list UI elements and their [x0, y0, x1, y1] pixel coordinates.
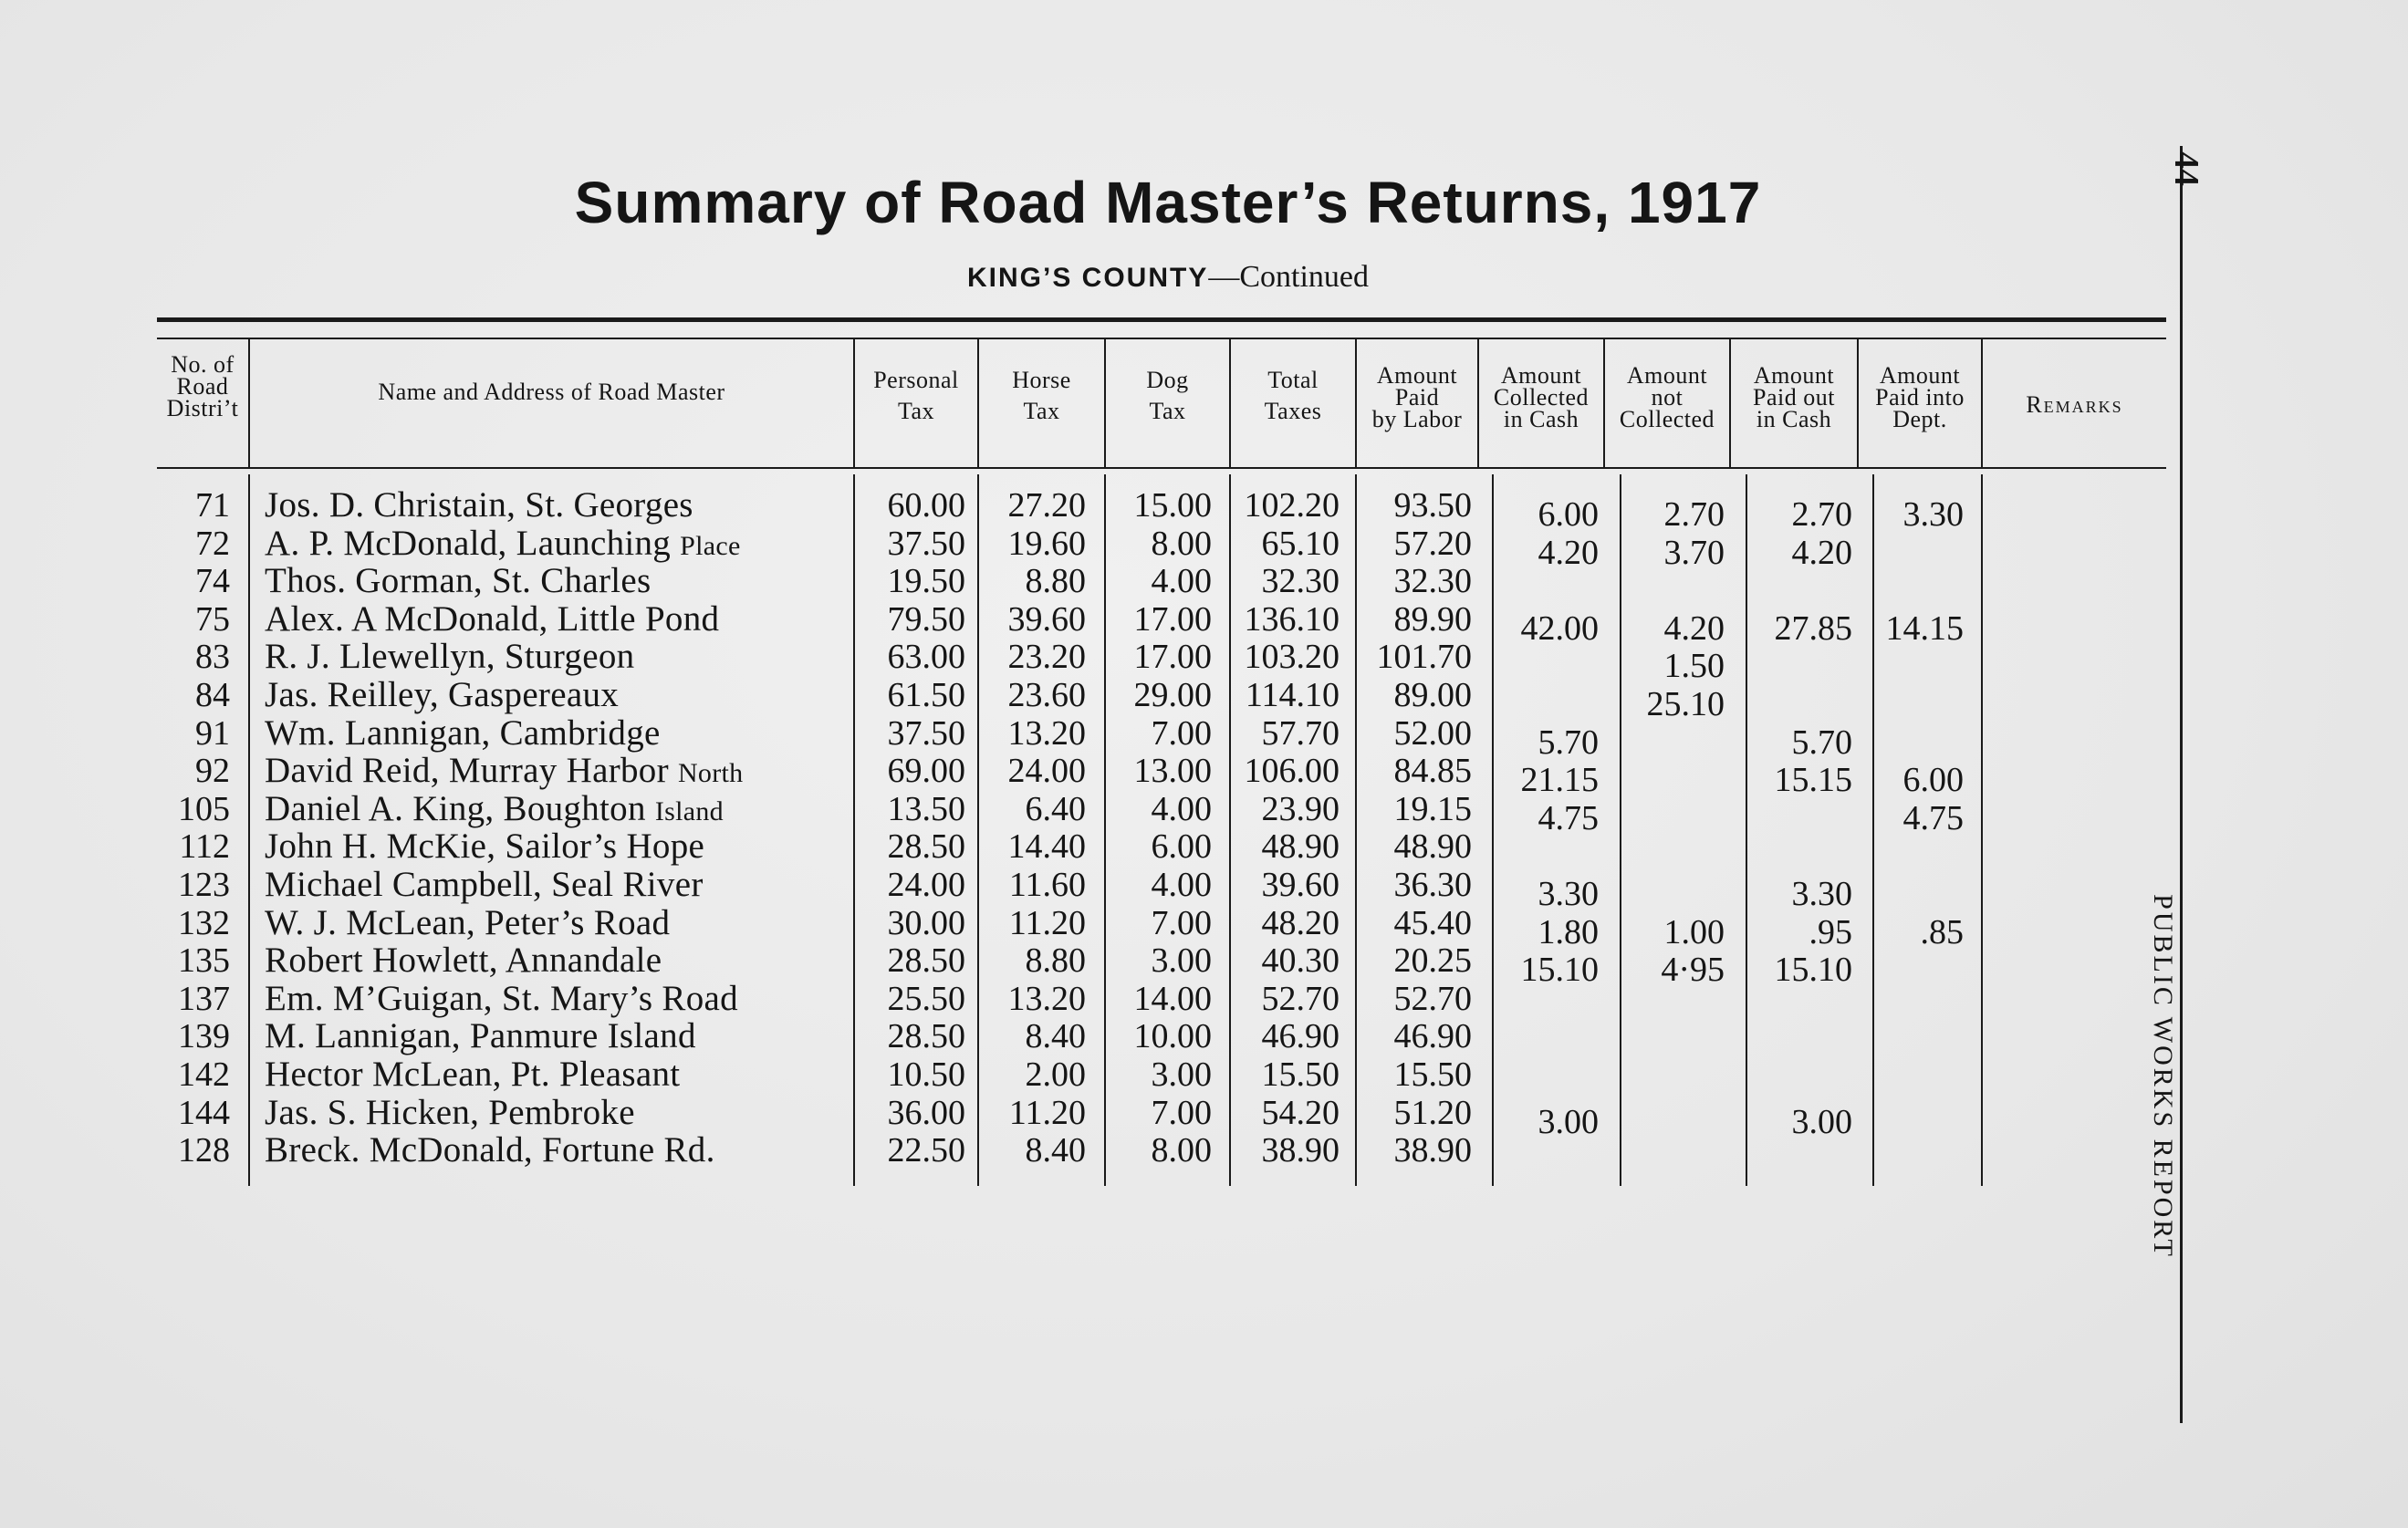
header-line: Distri’t [166, 395, 239, 421]
road-master-name-text: Thos. Gorman, St. Charles [265, 561, 652, 601]
cell-total: 32.30 [1261, 562, 1340, 601]
cell-personal: 37.50 [887, 524, 965, 563]
cell-district: 72 [195, 524, 230, 563]
table-row [0, 941, 2208, 990]
cell-labor: 89.90 [1393, 599, 1472, 639]
road-master-name [265, 600, 849, 639]
road-master-name-text: John H. McKie, Sailor’s Hope [265, 826, 705, 867]
header-personal-tax [855, 369, 977, 422]
cell-cash: 3.00 [1538, 1102, 1599, 1141]
header-line: by Labor [1371, 406, 1463, 432]
cell-horse: 13.20 [1007, 979, 1086, 1018]
continued-label: —Continued [1208, 260, 1370, 294]
road-master-name-text: R. J. Llewellyn, Sturgeon [265, 637, 635, 677]
header-line: Horse [1012, 367, 1071, 393]
header-line: in Cash [1756, 406, 1832, 432]
cell-dog: 7.00 [1151, 1093, 1212, 1132]
road-master-name [265, 904, 849, 942]
cell-district: 112 [179, 827, 230, 867]
page-number: 44 [2167, 151, 2205, 186]
road-master-name [265, 941, 849, 980]
cell-horse: 13.20 [1007, 713, 1086, 753]
road-master-name [265, 525, 849, 566]
cell-labor: 89.00 [1393, 676, 1472, 714]
road-master-name [265, 790, 849, 831]
cell-total: 103.20 [1244, 638, 1340, 677]
cell-personal: 28.50 [887, 941, 965, 981]
road-master-name-text: A. P. McDonald, Launching [265, 523, 672, 563]
cell-total: 39.60 [1261, 866, 1340, 904]
cell-district: 128 [178, 1131, 230, 1170]
page-title: Summary of Road Master’s Returns, 1917 [574, 170, 1762, 235]
header-line: Paid out [1753, 384, 1835, 411]
cell-personal: 60.00 [887, 486, 965, 525]
cell-cash: 5.70 [1538, 722, 1599, 762]
road-master-name [265, 676, 849, 714]
cell-total: 48.20 [1261, 903, 1340, 942]
cell-total: 65.10 [1261, 524, 1340, 563]
header-line: Dept. [1892, 406, 1947, 432]
cell-dept: 14.15 [1885, 608, 1964, 648]
cell-district: 135 [178, 941, 230, 981]
cell-paidout: 3.00 [1791, 1102, 1852, 1141]
cell-labor: 93.50 [1393, 486, 1472, 525]
cell-notcollected: 4·95 [1661, 951, 1725, 990]
cell-personal: 36.00 [887, 1093, 965, 1132]
cell-labor: 20.25 [1393, 941, 1472, 981]
cell-horse: 11.20 [1008, 1093, 1086, 1132]
cell-labor: 48.90 [1393, 827, 1472, 867]
cell-district: 105 [178, 789, 230, 828]
road-master-name-text: Alex. A McDonald, Little Pond [265, 598, 720, 639]
cell-dog: 14.00 [1133, 979, 1212, 1018]
cell-horse: 2.00 [1025, 1055, 1086, 1094]
cell-horse: 8.40 [1025, 1017, 1086, 1056]
road-master-name-text: Robert Howlett, Annandale [265, 941, 662, 981]
road-master-name [265, 1017, 849, 1055]
road-master-name [265, 980, 849, 1018]
table-row [0, 562, 2208, 600]
cell-notcollected: 25.10 [1646, 685, 1725, 723]
road-master-name [265, 714, 849, 753]
header-line: Amount [1376, 362, 1458, 389]
table-row [0, 980, 2208, 1018]
cell-personal: 10.50 [887, 1055, 965, 1094]
road-master-name [265, 1131, 849, 1169]
cell-personal: 24.00 [887, 866, 965, 904]
header-line: Road [176, 373, 229, 400]
page-subtitle [0, 262, 2336, 293]
cell-personal: 28.50 [887, 827, 965, 867]
table-row [0, 598, 2208, 648]
cell-notcollected: 1.50 [1663, 647, 1725, 686]
header-line: Collected [1619, 406, 1715, 432]
road-master-name [265, 752, 849, 793]
cell-dog: 29.00 [1133, 676, 1212, 714]
road-master-name [265, 866, 849, 904]
cell-labor: 45.40 [1393, 903, 1472, 942]
cell-dog: 3.00 [1151, 941, 1212, 981]
table-row [0, 1131, 2208, 1169]
cell-paidout: 15.15 [1774, 761, 1852, 800]
cell-horse: 6.40 [1025, 789, 1086, 828]
road-master-name [265, 638, 849, 676]
header-paid-by-labor [1357, 362, 1477, 432]
cell-district: 137 [178, 979, 230, 1018]
cell-total: 52.70 [1261, 979, 1340, 1018]
cell-paidout: 3.30 [1791, 875, 1852, 913]
header-district [157, 351, 248, 421]
cell-horse: 23.20 [1007, 638, 1086, 677]
road-master-name [265, 486, 849, 525]
table-row [0, 637, 2208, 686]
header-line: in Cash [1503, 406, 1579, 432]
header-line: Amount [1753, 362, 1835, 389]
cell-dog: 8.00 [1151, 524, 1212, 563]
road-master-name-text: Jas. S. Hicken, Pembroke [265, 1092, 635, 1132]
cell-horse: 27.20 [1007, 486, 1086, 525]
header-horse-tax [979, 369, 1104, 422]
cell-personal: 61.50 [887, 676, 965, 714]
cell-paidout: 2.70 [1791, 495, 1852, 534]
header-line: Personal [873, 367, 959, 393]
cell-labor: 51.20 [1393, 1093, 1472, 1132]
table-row [0, 1092, 2208, 1141]
cell-dog: 17.00 [1133, 638, 1212, 677]
cell-cash: 42.00 [1520, 608, 1599, 648]
header-line: Tax [1023, 398, 1060, 424]
header-name [250, 381, 853, 403]
cell-cash: 6.00 [1538, 495, 1599, 534]
cell-horse: 39.60 [1007, 599, 1086, 639]
table-row [0, 827, 2208, 866]
road-master-name-text: Hector McLean, Pt. Pleasant [265, 1055, 681, 1094]
cell-dog: 15.00 [1133, 486, 1212, 525]
table-row [0, 788, 2208, 837]
cell-cash: 21.15 [1520, 761, 1599, 800]
cell-district: 132 [178, 903, 230, 942]
cell-total: 38.90 [1261, 1131, 1340, 1170]
cell-total: 102.20 [1244, 486, 1340, 525]
running-head: PUBLIC WORKS REPORT [2148, 894, 2178, 1259]
cell-personal: 28.50 [887, 1017, 965, 1056]
cell-cash: 4.20 [1538, 533, 1599, 572]
cell-personal: 19.50 [887, 562, 965, 601]
road-master-name-text: M. Lannigan, Panmure Island [265, 1016, 696, 1056]
cell-dog: 4.00 [1151, 789, 1212, 828]
cell-paidout: 5.70 [1791, 722, 1852, 762]
cell-labor: 101.70 [1376, 638, 1472, 677]
cell-district: 83 [195, 638, 230, 677]
cell-personal: 37.50 [887, 713, 965, 753]
header-line: Amount [1500, 362, 1582, 389]
header-line: Total [1267, 367, 1319, 393]
road-master-name-text: Jos. D. Christain, St. Georges [265, 485, 693, 525]
cell-total: 114.10 [1245, 676, 1340, 714]
cell-cash: 15.10 [1520, 951, 1599, 990]
table-row [0, 902, 2208, 951]
county-name: KING’S COUNTY [966, 263, 1209, 293]
table-row [0, 1017, 2208, 1055]
cell-total: 54.20 [1261, 1093, 1340, 1132]
road-master-name-text: W. J. McLean, Peter’s Road [265, 902, 671, 942]
cell-personal: 69.00 [887, 752, 965, 791]
header-line: No. of [171, 351, 235, 378]
cell-district: 84 [195, 676, 230, 714]
road-master-name-text: Daniel A. King, Boughton [265, 788, 646, 828]
cell-labor: 46.90 [1393, 1017, 1472, 1056]
table-row [0, 1055, 2208, 1094]
cell-labor: 19.15 [1393, 789, 1472, 828]
road-master-place: Island [654, 795, 724, 826]
cell-district: 144 [178, 1093, 230, 1132]
cell-horse: 24.00 [1007, 752, 1086, 791]
header-line: not [1651, 384, 1684, 411]
table-row [0, 712, 2208, 762]
road-master-name [265, 1055, 849, 1094]
cell-personal: 22.50 [887, 1131, 965, 1170]
cell-notcollected: 1.00 [1663, 912, 1725, 951]
cell-paidout: 27.85 [1774, 608, 1852, 648]
cell-district: 123 [178, 866, 230, 904]
cell-labor: 15.50 [1393, 1055, 1472, 1094]
cell-cash: 3.30 [1538, 875, 1599, 913]
table-row [0, 675, 2208, 723]
road-master-name [265, 827, 849, 866]
cell-labor: 52.00 [1393, 713, 1472, 753]
cell-personal: 79.50 [887, 599, 965, 639]
header-line: Tax [1149, 398, 1186, 424]
cell-dog: 17.00 [1133, 599, 1212, 639]
cell-dog: 13.00 [1133, 752, 1212, 791]
cell-labor: 84.85 [1393, 752, 1472, 791]
header-line: Tax [897, 398, 935, 424]
cell-dog: 10.00 [1133, 1017, 1212, 1056]
cell-total: 40.30 [1261, 941, 1340, 981]
table-row [0, 485, 2208, 534]
header-not-collected [1605, 362, 1729, 432]
header-rule [157, 467, 2166, 469]
header-line: Amount [1879, 362, 1961, 389]
header-line: Remarks [2026, 391, 2123, 418]
cell-total: 136.10 [1244, 599, 1340, 639]
header-remarks [1983, 391, 2166, 418]
cell-district: 92 [195, 752, 230, 791]
cell-horse: 14.40 [1007, 827, 1086, 867]
cell-dept: .85 [1920, 912, 1964, 951]
table-row [0, 751, 2208, 800]
header-paid-out-in-cash [1731, 362, 1857, 432]
cell-horse: 23.60 [1007, 676, 1086, 714]
header-line: Collected [1493, 384, 1590, 411]
cell-personal: 25.50 [887, 979, 965, 1018]
cell-personal: 63.00 [887, 638, 965, 677]
cell-district: 91 [195, 713, 230, 753]
cell-personal: 13.50 [887, 789, 965, 828]
table-row [0, 865, 2208, 913]
road-master-place: Place [680, 530, 741, 561]
cell-dept: 4.75 [1902, 798, 1964, 837]
road-master-place: North [677, 758, 744, 789]
header-line: Taxes [1264, 398, 1322, 424]
header-line: Paid [1394, 384, 1440, 411]
header-line: Dog [1146, 367, 1189, 393]
header-line: Name and Address of Road Master [378, 379, 725, 405]
road-master-name-text: Em. M’Guigan, St. Mary’s Road [265, 978, 738, 1018]
road-master-name-text: Michael Campbell, Seal River [265, 865, 704, 904]
cell-dept: 6.00 [1902, 761, 1964, 800]
cell-horse: 19.60 [1007, 524, 1086, 563]
cell-total: 15.50 [1261, 1055, 1340, 1094]
cell-dog: 7.00 [1151, 903, 1212, 942]
cell-horse: 11.60 [1008, 866, 1086, 904]
cell-paidout: 4.20 [1791, 533, 1852, 572]
road-master-name [265, 562, 849, 600]
cell-dog: 7.00 [1151, 713, 1212, 753]
header-total-taxes [1231, 369, 1355, 422]
cell-dog: 3.00 [1151, 1055, 1212, 1094]
cell-horse: 8.40 [1025, 1131, 1086, 1170]
cell-paidout: .95 [1809, 912, 1852, 951]
header-dog-tax [1106, 369, 1229, 422]
top-rule-thin [157, 338, 2166, 339]
cell-total: 57.70 [1261, 713, 1340, 753]
cell-labor: 38.90 [1393, 1131, 1472, 1170]
cell-labor: 32.30 [1393, 562, 1472, 601]
cell-district: 75 [195, 599, 230, 639]
cell-total: 106.00 [1244, 752, 1340, 791]
cell-district: 74 [195, 562, 230, 601]
cell-cash: 4.75 [1538, 798, 1599, 837]
cell-district: 139 [178, 1017, 230, 1056]
header-divider [248, 339, 250, 467]
cell-dog: 4.00 [1151, 866, 1212, 904]
cell-notcollected: 2.70 [1663, 495, 1725, 534]
cell-dog: 8.00 [1151, 1131, 1212, 1170]
cell-labor: 36.30 [1393, 866, 1472, 904]
cell-total: 46.90 [1261, 1017, 1340, 1056]
cell-labor: 57.20 [1393, 524, 1472, 563]
top-rule-thick [157, 317, 2166, 322]
header-line: Paid into [1875, 384, 1965, 411]
road-master-name-text: Breck. McDonald, Fortune Rd. [265, 1130, 715, 1170]
cell-dog: 6.00 [1151, 827, 1212, 867]
road-master-name-text: Wm. Lannigan, Cambridge [265, 712, 661, 753]
road-master-name [265, 1094, 849, 1132]
cell-notcollected: 4.20 [1663, 608, 1725, 648]
header-line: Amount [1626, 362, 1708, 389]
cell-dog: 4.00 [1151, 562, 1212, 601]
cell-personal: 30.00 [887, 903, 965, 942]
header-collected-in-cash [1479, 362, 1603, 432]
header-paid-into-dept [1859, 362, 1981, 432]
table-row [0, 523, 2208, 572]
cell-total: 23.90 [1261, 789, 1340, 828]
road-master-name-text: David Reid, Murray Harbor [265, 751, 669, 791]
cell-horse: 8.80 [1025, 562, 1086, 601]
cell-dept: 3.30 [1902, 495, 1964, 534]
cell-paidout: 15.10 [1774, 951, 1852, 990]
cell-notcollected: 3.70 [1663, 533, 1725, 572]
cell-district: 71 [195, 486, 230, 525]
cell-cash: 1.80 [1538, 912, 1599, 951]
cell-labor: 52.70 [1393, 979, 1472, 1018]
cell-horse: 8.80 [1025, 941, 1086, 981]
cell-horse: 11.20 [1008, 903, 1086, 942]
cell-total: 48.90 [1261, 827, 1340, 867]
road-master-name-text: Jas. Reilley, Gaspereaux [265, 675, 620, 714]
cell-district: 142 [178, 1055, 230, 1094]
